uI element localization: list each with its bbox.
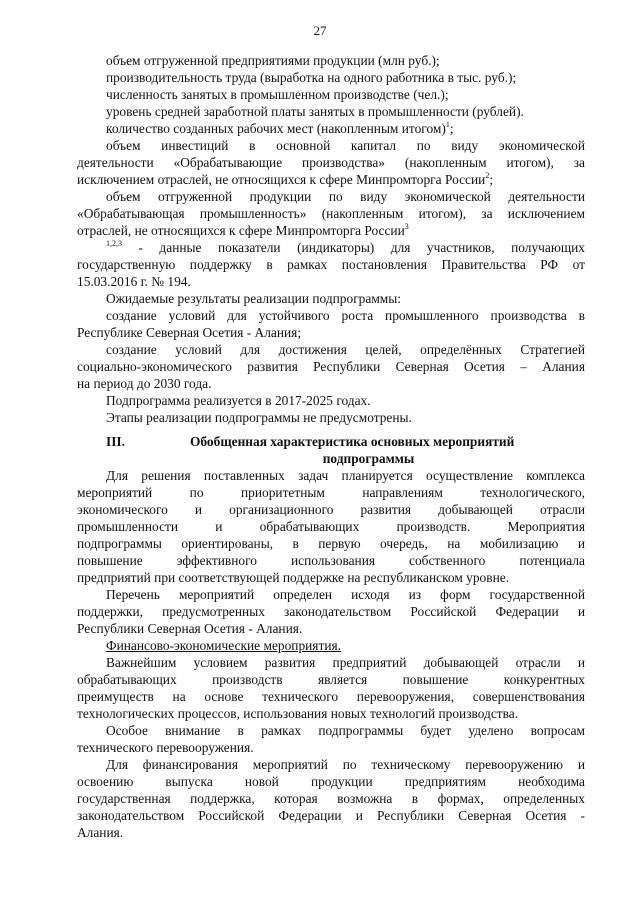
footnote-marks: 1,2,3 [106,239,122,248]
footnote-text: 15.03.2016 г. № 194. [77,274,191,289]
paragraph-line: Алания. [77,825,124,840]
paragraph-line: государственная поддержка, которая возможна в формах, определенных [77,791,585,806]
section-heading [77,433,585,467]
section-number: III. [106,434,125,449]
paragraph-line: подпрограммы ориентированы, в первую очередь, на мобилизацию и [77,536,585,551]
paragraph-line: повышение эффективного использования собственного потенциала [77,553,585,568]
list-item-cont: «Обрабатывающая промышленность» (накопленным итогом), за исключением [77,206,585,221]
footnote-text: государственную поддержку в рамках постановления Правительства РФ от [77,257,585,272]
section-title-cont: подпрограммы [322,451,415,466]
list-item-cont: отраслей, не относящихся к сфере Минпромторга России$^3$ [77,222,409,238]
section-title: Обобщенная характеристика основных мероприятий [190,434,515,449]
result-item-cont: социально-экономического развития Республики Северная Осетия – Алания [77,359,585,374]
paragraph-line: Республики Северная Осетия - Алания. [77,621,303,636]
list-item: производительность труда (выработка на одного работника в тыс. руб.); [106,70,517,85]
result-item: создание условий для достижения целей, определённых Стратегией [106,342,585,357]
list-item: объем отгруженной продукции по виду экономической деятельности [106,189,585,204]
result-item-cont: на период до 2030 года. [77,376,212,391]
period-text: Подпрограмма реализуется в 2017-2025 годах. [106,393,371,408]
paragraph-line: законодательством Российской Федерации и Республики Северная Осетия - [77,808,585,823]
list-item: уровень средней заработной платы занятых в промышленности (рублей). [106,104,524,119]
stages-text: Этапы реализации подпрограммы не предусмотрены. [106,410,412,425]
paragraph-line: Перечень мероприятий определен исходя из форм государственной [106,587,585,602]
paragraph-line: преимуществ на основе технического перевооружения, совершенствования [77,689,585,704]
footnote-ref: 3 [404,222,409,231]
paragraph-line: обрабатывающих производств является повышение конкурентных [77,672,585,687]
subheading: Финансово-экономические мероприятия. [106,638,341,653]
paragraph-line: Для финансирования мероприятий по техническому перевооружению и [106,757,585,772]
footnote-ref: 1 [445,120,450,129]
list-item: количество созданных рабочих мест (накопленным итогом)$^1$; [106,120,454,136]
result-item: создание условий для устойчивого роста промышленного производства в [106,308,585,323]
result-item-cont: Республике Северная Осетия - Алания; [77,325,302,340]
footnote-text: $^{1,2,3}$ - данные показатели (индикаторы) для участников, получающих [106,239,585,255]
list-item: объем инвестиций в основной капитал по виду экономической [106,138,585,153]
paragraph-line: предприятий при соответствующей поддержке на республиканском уровне. [77,570,510,585]
paragraph-line: Особое внимание в рамках подпрограммы будет уделено вопросам [106,723,585,738]
list-item-cont: исключением отраслей, не относящихся к сфере Минпромторга России$^2$; [77,171,494,187]
paragraph-line: технического перевооружения. [77,740,254,755]
paragraph-line: промышленности и обрабатывающих производств. Мероприятия [77,519,585,534]
list-item: объем отгруженной предприятиями продукции (млн руб.); [106,53,440,68]
paragraph-line: технологических процессов, использования новых технологий производства. [77,706,519,721]
paragraph-line: экономического и организационного развития добывающей отрасли [77,502,585,517]
results-intro: Ожидаемые результаты реализации подпрограммы: [106,291,401,306]
paragraph-line: мероприятий по приоритетным направлениям технологического, [77,485,585,500]
page-body [77,52,585,841]
paragraph-line: освоению выпуска новой продукции предприятиям необходима [77,774,585,789]
list-item-cont: деятельности «Обрабатывающие производства» (накопленным итогом), за [77,155,585,170]
paragraph-line: Для решения поставленных задач планируется осуществление комплекса [106,468,585,483]
footnote-ref: 2 [485,171,490,180]
paragraph-line: Важнейшим условием развития предприятий добывающей отрасли и [106,655,585,670]
page-number: 27 [313,23,327,38]
list-item: численность занятых в промышленном производстве (чел.); [106,87,449,102]
paragraph-line: поддержки, предусмотренных законодательством Российской Федерации и [77,604,585,619]
